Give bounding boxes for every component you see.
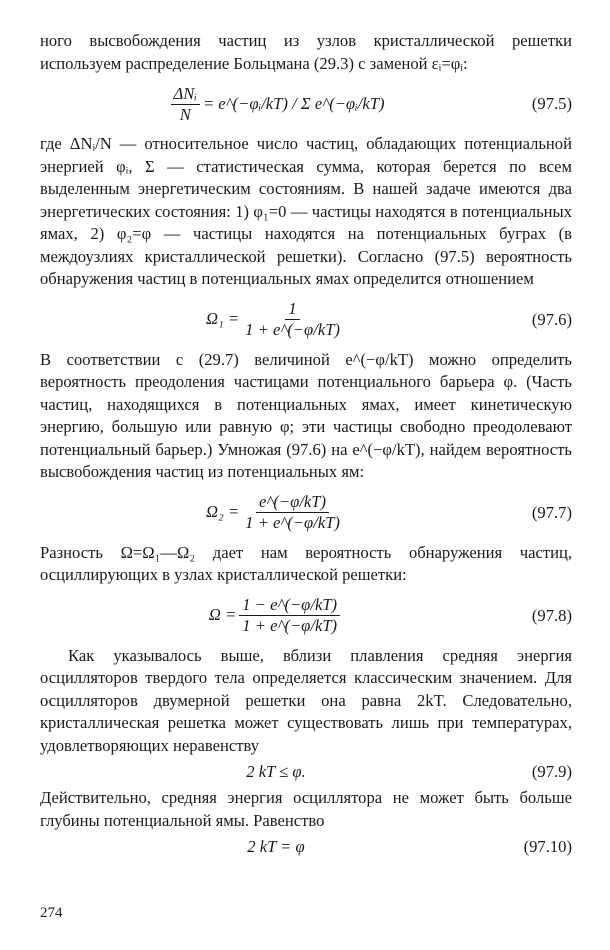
- equation-97-7: [40, 484, 572, 542]
- equation-fraction: [239, 595, 340, 636]
- paragraph-4: Разность Ω=Ω₁—Ω₂ дает нам вероятность обнаружения частиц, осциллирующих в узлах кристаллической решетки:: [40, 542, 572, 584]
- equation-number: (97.5): [531, 93, 572, 113]
- fraction-numerator: ΔNᵢ: [171, 84, 200, 105]
- equation-lhs: Ω₁ =: [206, 309, 240, 329]
- equation-fraction: [242, 299, 343, 340]
- equation-97-5: [40, 75, 572, 133]
- equation-97-9-body: 2 kT ≤ φ.: [246, 761, 306, 781]
- equation-fraction: [242, 492, 343, 533]
- paragraph-6: Действительно, средняя энергия осциллятора не может быть больше глубины потенциальной ямы. Равенство: [40, 788, 572, 830]
- page-body: [40, 30, 572, 862]
- equation-number: (97.6): [531, 309, 572, 329]
- equation-97-8-body: [40, 587, 512, 645]
- equation-97-10-body: 2 kT = φ: [247, 836, 305, 856]
- equation-97-7-body: [40, 484, 512, 542]
- equation-97-6-body: [40, 291, 512, 349]
- equation-97-6: [40, 291, 572, 349]
- page-number: 274: [40, 905, 63, 921]
- fraction-denominator: 1 + e^(−φ/kT): [242, 616, 338, 635]
- equation-97-8: [40, 587, 572, 645]
- equation-number: (97.7): [531, 502, 572, 522]
- equation-97-10: [40, 832, 572, 862]
- equation-number: (97.8): [531, 605, 572, 625]
- equation-lhs: Ω₂ =: [206, 502, 240, 522]
- paragraph-2: где ΔNᵢ/N — относительное число частиц, обладающих потенциальной энергией φᵢ, Σ — статистическая сумма, которая берется по всем выделенным энергетическим состояниям. В нашей задаче имеются два энергетических состояния: 1) φ₁=0 — частицы находятся в потенциальных ямах, 2) φ₂=φ — частицы находятся на потенциальных буграх (в междоузлиях кристаллической решетки). Согласно (97.5) вероятность обнаружения частиц в потенциальных ямах определится отношением: [40, 134, 572, 288]
- equation-lhs: Ω =: [208, 605, 237, 625]
- fraction-denominator: 1 + e^(−φ/kT): [245, 513, 340, 532]
- fraction-delta-n-over-n: [171, 84, 200, 125]
- fraction-numerator: 1 − e^(−φ/kT): [239, 595, 340, 616]
- paragraph-3: В соответствии с (29.7) величиной e^(−φ/kT) можно определить вероятность преодоления частицами потенциального барьера φ. (Часть частиц, находящихся в потенциальных ямах, имеет кинетическую энергию, большую или равную φ; эти частицы свободно преодолевают потенциальный барьер.) Умножая (97.6) на e^(−φ/kT), найдем вероятность высвобождения частиц из потенциальных ям:: [40, 349, 572, 481]
- fraction-denominator: 1 + e^(−φ/kT): [245, 320, 340, 339]
- equation-97-5-rhs: = e^(−φᵢ/kT) / Σ e^(−φᵢ/kT): [202, 93, 385, 113]
- fraction-denominator: N: [179, 104, 191, 124]
- equation-number: (97.10): [523, 836, 572, 856]
- fraction-numerator: e^(−φ/kT): [256, 492, 329, 513]
- equation-number: (97.9): [531, 761, 572, 781]
- paragraph-1: ного высвобождения частиц из узлов кристаллической решетки используем распределение Больцмана (29.3) с заменой εᵢ=φᵢ:: [40, 31, 572, 73]
- fraction-numerator: 1: [285, 299, 299, 320]
- equation-97-5-body: [40, 75, 512, 133]
- equation-97-9: [40, 757, 572, 787]
- paragraph-5: Как указывалось выше, вблизи плавления средняя энергия осцилляторов твердого тела определяется классическим значением. Для осцилляторов двумерной решетки она равна 2kT. Следовательно, кристаллическая решетка может существовать лишь при температурах, удовлетворяющих неравенству: [40, 645, 572, 755]
